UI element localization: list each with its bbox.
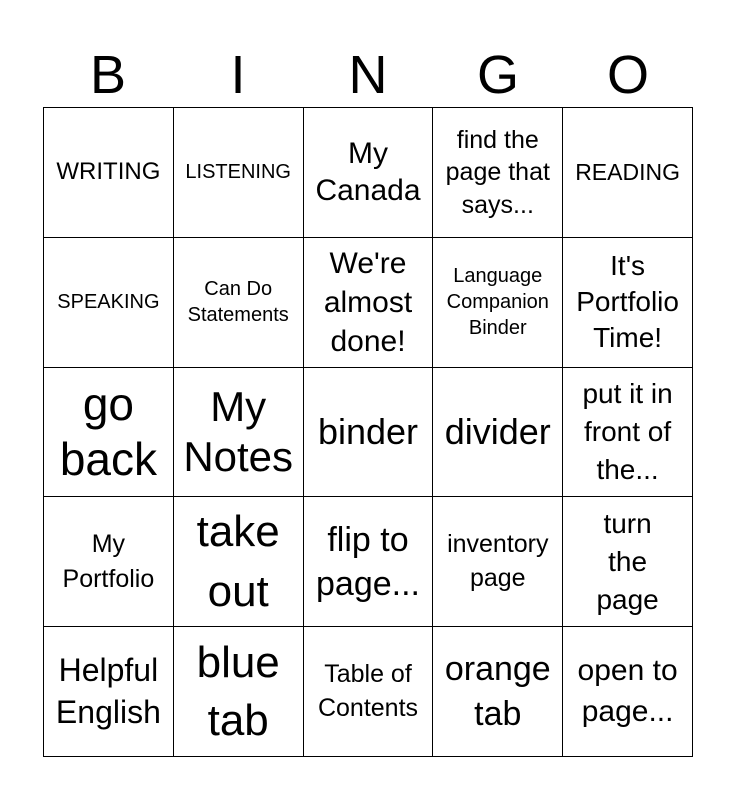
bingo-header — [43, 42, 693, 108]
cell-label: go back — [59, 377, 157, 485]
cell-label: turn the page — [596, 508, 659, 615]
cell-label: LISTENING — [185, 161, 291, 184]
bingo-cell[interactable] — [174, 497, 304, 627]
bingo-cell[interactable] — [433, 627, 563, 757]
bingo-cell[interactable] — [304, 108, 434, 238]
bingo-cell[interactable] — [304, 238, 434, 368]
bingo-cell[interactable] — [174, 108, 304, 238]
header-letter-g: G — [476, 45, 519, 105]
bingo-cell[interactable] — [433, 238, 563, 368]
cell-label: We're almost done! — [323, 246, 413, 358]
bingo-cell[interactable] — [563, 238, 693, 368]
cell-label: blue tab — [196, 638, 280, 745]
bingo-cell[interactable] — [304, 368, 434, 498]
bingo-cell[interactable] — [44, 108, 174, 238]
cell-label: flip to page... — [316, 520, 420, 603]
cell-label: take out — [196, 507, 280, 616]
bingo-cell[interactable] — [563, 497, 693, 627]
cell-label: My Notes — [183, 382, 294, 480]
cell-label: inventory page — [447, 530, 549, 592]
bingo-cell[interactable] — [433, 108, 563, 238]
cell-label: It's Portfolio Time! — [576, 249, 679, 354]
cell-label: put it in front of the... — [582, 378, 673, 485]
bingo-cell[interactable] — [174, 368, 304, 498]
bingo-cell[interactable] — [304, 627, 434, 757]
bingo-cell[interactable] — [433, 497, 563, 627]
bingo-cell[interactable] — [563, 627, 693, 757]
bingo-cell[interactable] — [174, 238, 304, 368]
bingo-cell[interactable] — [44, 627, 174, 757]
cell-label: WRITING — [56, 158, 161, 185]
header-letter-o: O — [606, 45, 649, 105]
bingo-cell[interactable] — [44, 497, 174, 627]
cell-label: Helpful English — [55, 652, 161, 730]
bingo-cell[interactable] — [563, 108, 693, 238]
header-letter-i: I — [230, 45, 246, 105]
header-letter-b: B — [89, 45, 127, 105]
cell-label: Table of Contents — [317, 659, 419, 722]
bingo-cell[interactable] — [304, 497, 434, 627]
cell-label: orange tab — [444, 650, 551, 733]
cell-label: Can Do Statements — [187, 278, 289, 327]
cell-label: SPEAKING — [57, 291, 160, 314]
cell-label: find the page that says... — [445, 125, 550, 219]
bingo-cell[interactable] — [44, 368, 174, 498]
cell-label: divider — [444, 411, 551, 453]
bingo-cell[interactable] — [174, 627, 304, 757]
header-letter-n: N — [348, 45, 388, 105]
bingo-cell[interactable] — [433, 368, 563, 498]
bingo-board — [43, 107, 693, 757]
bingo-cell[interactable] — [563, 368, 693, 498]
cell-label: My Portfolio — [62, 529, 155, 593]
cell-label: binder — [317, 411, 419, 453]
cell-label: READING — [575, 158, 680, 185]
cell-label: My Canada — [315, 136, 421, 208]
bingo-cell[interactable] — [44, 238, 174, 368]
cell-label: open to page... — [577, 654, 678, 728]
cell-label: Language Companion Binder — [446, 265, 549, 340]
